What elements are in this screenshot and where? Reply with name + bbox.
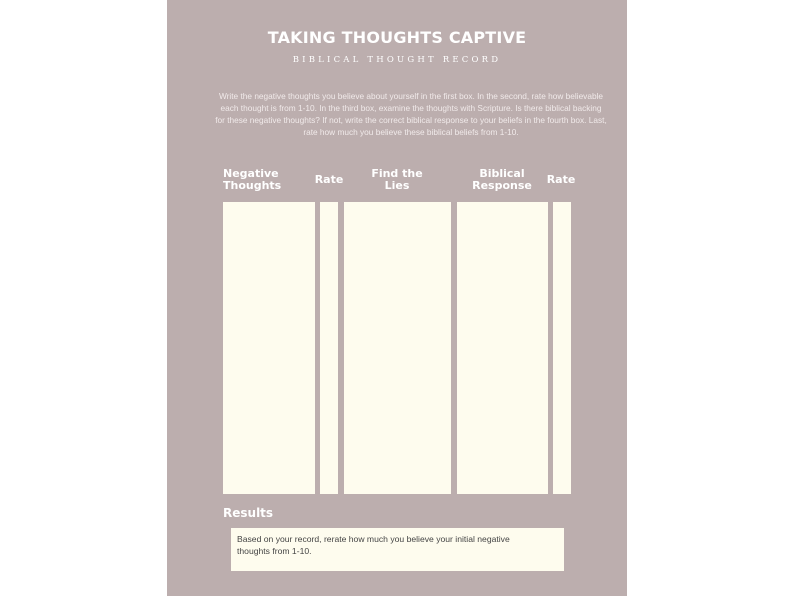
biblical-response-box[interactable] <box>457 202 548 494</box>
column-header-line: Negative <box>223 167 279 180</box>
column-header-biblical-response <box>465 168 539 192</box>
rate-box-2[interactable] <box>553 202 571 494</box>
results-text: Based on your record, rerate how much you believe your initial negative thoughts from 1-10. <box>237 534 510 556</box>
column-header-line: Thoughts <box>223 179 282 192</box>
column-header-line: Response <box>472 179 532 192</box>
worksheet-subtitle: BIBLICAL THOUGHT RECORD <box>292 55 502 65</box>
column-header-line: Rate <box>546 173 576 186</box>
find-the-lies-box[interactable] <box>344 202 451 494</box>
column-header-rate-2 <box>543 174 579 186</box>
column-header-find-the-lies <box>362 168 432 192</box>
negative-thoughts-box[interactable] <box>223 202 315 494</box>
worksheet-title: TAKING THOUGHTS CAPTIVE <box>267 28 527 47</box>
instructions-text: Write the negative thoughts you believe about yourself in the first box. In the second, rate how believable each thought is from 1-10. In the third box, examine the thoughts with Scripture. Is there biblical backing for these negative thoughts? If not, write the correct biblical response to your beliefs in the fourth box. Last, rate how much you believe these biblical beliefs from 1-10. <box>215 91 607 137</box>
column-header-line: Lies <box>384 179 410 192</box>
column-header-negative-thoughts <box>223 168 313 192</box>
column-header-rate-1 <box>311 174 347 186</box>
column-header-line: Find the <box>371 167 423 180</box>
column-header-line: Rate <box>314 173 344 186</box>
column-header-line: Biblical <box>479 167 525 180</box>
worksheet-page <box>167 0 627 596</box>
results-heading: Results <box>223 506 274 520</box>
rate-box-1[interactable] <box>320 202 338 494</box>
results-box[interactable] <box>231 528 564 571</box>
